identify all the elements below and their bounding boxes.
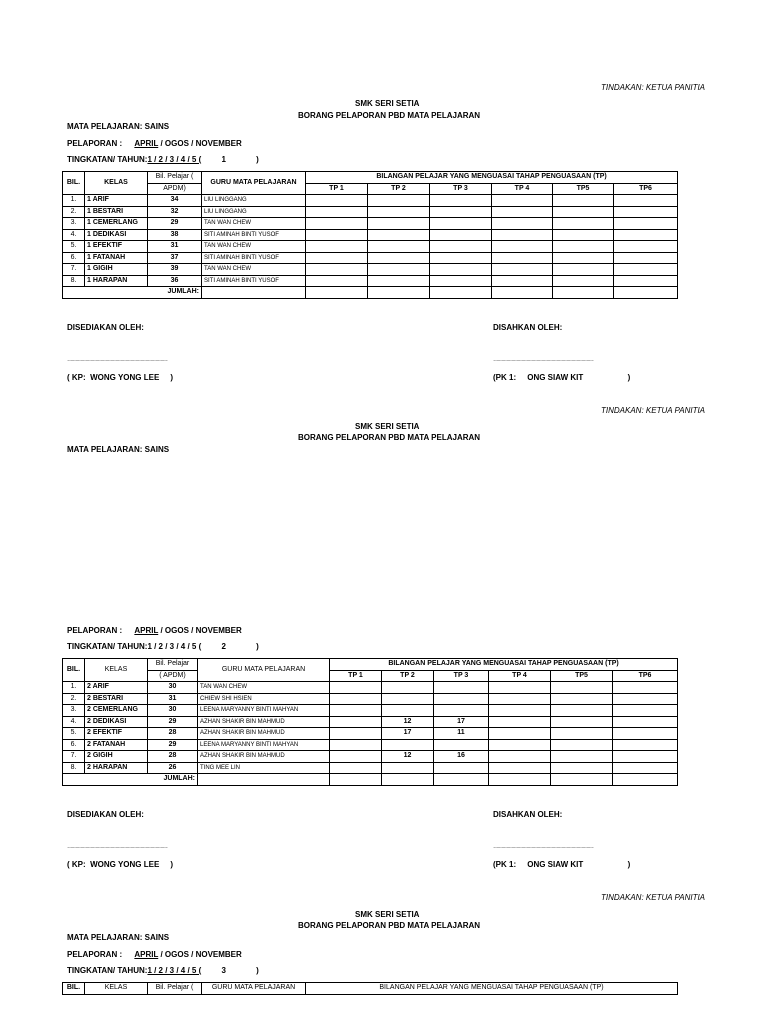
tp1-count xyxy=(330,751,382,763)
teacher-name: SITI AMINAH BINTI YUSOF xyxy=(202,275,306,287)
subject-line: MATA PELAJARAN: SAINS xyxy=(67,122,170,131)
total-cell xyxy=(430,287,492,299)
tp6-count xyxy=(613,682,678,694)
teacher-name: TAN WAN CHEW xyxy=(198,682,330,694)
class-name: 1 FATANAH xyxy=(85,252,148,264)
tp5-count xyxy=(551,682,613,694)
tp5-count xyxy=(553,264,614,276)
tp2-count xyxy=(368,252,430,264)
tp5-count xyxy=(553,275,614,287)
tp5-count xyxy=(551,739,613,751)
tp2-count xyxy=(368,229,430,241)
row-number: 6. xyxy=(63,252,85,264)
tp4-count xyxy=(492,275,553,287)
col-apdm-header: ( APDM) xyxy=(148,670,198,682)
prepared-by-label: DISEDIAKAN OLEH: xyxy=(67,323,144,332)
tp6-count xyxy=(613,751,678,763)
tp1-count xyxy=(330,739,382,751)
tp5-count xyxy=(553,241,614,253)
level-options: 1 / 2 / 3 / 4 / 5 ( xyxy=(147,155,202,164)
teacher-name: AZHAN SHAKIR BIN MAHMUD xyxy=(198,728,330,740)
total-cell xyxy=(553,287,614,299)
subject-line: MATA PELAJARAN: SAINS xyxy=(67,933,170,942)
row-number: 2. xyxy=(63,693,85,705)
tp3-count xyxy=(434,705,489,717)
tp4-header: TP 4 xyxy=(489,670,551,682)
table-row xyxy=(63,218,678,230)
table-row xyxy=(63,716,678,728)
teacher-name: AZHAN SHAKIR BIN MAHMUD xyxy=(198,716,330,728)
tp5-count xyxy=(551,751,613,763)
tp4-count xyxy=(489,751,551,763)
total-cell xyxy=(551,774,613,786)
tp1-count xyxy=(306,241,368,253)
table-row xyxy=(63,705,678,717)
prepared-by-label: DISEDIAKAN OLEH: xyxy=(67,810,144,819)
tp2-count: 12 xyxy=(382,751,434,763)
class-name: 1 CEMERLANG xyxy=(85,218,148,230)
class-name: 1 BESTARI xyxy=(85,206,148,218)
prepared-signature-line: …………………………………………………… xyxy=(67,844,167,850)
tp1-count xyxy=(306,195,368,207)
report-period-line xyxy=(67,951,242,959)
tp1-count xyxy=(306,252,368,264)
tp5-header: TP5 xyxy=(553,183,614,195)
tp2-count xyxy=(382,762,434,774)
tp3-header: TP 3 xyxy=(434,670,489,682)
tp2-count xyxy=(368,195,430,207)
row-number: 8. xyxy=(63,275,85,287)
prepared-by-name: ( KP: WONG YONG LEE ) xyxy=(67,373,174,382)
tp4-header: TP 4 xyxy=(492,183,553,195)
col-bil-header: BIL. xyxy=(63,172,85,195)
tp1-count xyxy=(330,693,382,705)
tp2-header: TP 2 xyxy=(368,183,430,195)
tp5-count xyxy=(551,716,613,728)
tp6-count xyxy=(613,693,678,705)
report-period-line xyxy=(67,140,242,148)
class-name: 2 HARAPAN xyxy=(85,762,148,774)
tp1-count xyxy=(330,682,382,694)
total-cell xyxy=(306,287,368,299)
row-number: 3. xyxy=(63,218,85,230)
tp3-count xyxy=(430,206,492,218)
tp-group-header: BILANGAN PELAJAR YANG MENGUASAI TAHAP PENGUASAAN (TP) xyxy=(306,172,678,184)
tp2-count xyxy=(382,705,434,717)
tp6-count xyxy=(613,728,678,740)
tp4-count xyxy=(489,762,551,774)
col-bil-pelajar-header: Bil. Pelajar ( xyxy=(148,172,202,184)
level-value: 1 xyxy=(221,155,226,164)
approved-signature-line: …………………………………………………… xyxy=(493,844,593,850)
tp1-header: TP 1 xyxy=(306,183,368,195)
student-count: 34 xyxy=(148,195,202,207)
tp2-count xyxy=(382,739,434,751)
form-title: BORANG PELAPORAN PBD MATA PELAJARAN xyxy=(298,433,481,442)
row-number: 5. xyxy=(63,241,85,253)
table-row xyxy=(63,264,678,276)
tp-group-header: BILANGAN PELAJAR YANG MENGUASAI TAHAP PENGUASAAN (TP) xyxy=(306,983,678,995)
col-kelas-header: KELAS xyxy=(85,172,148,195)
tp6-count xyxy=(614,195,678,207)
col-guru-header: GURU MATA PELAJARAN xyxy=(202,172,306,195)
tp4-count xyxy=(489,705,551,717)
tp5-header: TP5 xyxy=(551,670,613,682)
row-number: 4. xyxy=(63,716,85,728)
approved-by-label: DISAHKAN OLEH: xyxy=(493,323,563,332)
tp6-count xyxy=(614,206,678,218)
tp5-count xyxy=(553,195,614,207)
action-note: TINDAKAN: KETUA PANITIA xyxy=(601,83,706,92)
class-name: 1 GIGIH xyxy=(85,264,148,276)
tp3-count xyxy=(430,218,492,230)
tp6-count xyxy=(614,218,678,230)
approved-by-name: (PK 1: ONG SIAW KIT ) xyxy=(493,373,631,382)
teacher-name: TAN WAN CHEW xyxy=(202,264,306,276)
table-row xyxy=(63,206,678,218)
tp1-count xyxy=(330,728,382,740)
tp6-header: TP6 xyxy=(614,183,678,195)
tp4-count xyxy=(489,716,551,728)
tp3-count xyxy=(434,682,489,694)
tp2-count xyxy=(368,264,430,276)
report-selected-month: APRIL xyxy=(134,626,159,635)
row-number: 2. xyxy=(63,206,85,218)
tp3-header: TP 3 xyxy=(430,183,492,195)
level-label: TINGKATAN/ TAHUN: xyxy=(67,642,148,651)
total-cell xyxy=(489,774,551,786)
table-row xyxy=(63,728,678,740)
tp2-count xyxy=(368,275,430,287)
tp1-count xyxy=(306,275,368,287)
tp3-count xyxy=(430,229,492,241)
tp2-count xyxy=(368,241,430,253)
tp5-count xyxy=(553,206,614,218)
subject-line: MATA PELAJARAN: SAINS xyxy=(67,445,170,454)
tp6-count xyxy=(613,762,678,774)
tp4-count xyxy=(492,206,553,218)
level-close: ) xyxy=(256,642,259,651)
row-number: 1. xyxy=(63,195,85,207)
tp2-count xyxy=(368,218,430,230)
tp5-count xyxy=(553,229,614,241)
tp5-count xyxy=(551,762,613,774)
teacher-name: TING MEE LIN xyxy=(198,762,330,774)
level-value: 3 xyxy=(221,966,226,975)
table-row xyxy=(63,275,678,287)
row-number: 4. xyxy=(63,229,85,241)
school-name: SMK SERI SETIA xyxy=(355,99,420,108)
tp3-count xyxy=(434,693,489,705)
total-label: JUMLAH: xyxy=(63,774,198,786)
table-row xyxy=(63,762,678,774)
class-name: 2 ARIF xyxy=(85,682,148,694)
teacher-name: SITI AMINAH BINTI YUSOF xyxy=(202,252,306,264)
tp1-count xyxy=(330,705,382,717)
tp4-count xyxy=(489,728,551,740)
student-count: 28 xyxy=(148,751,198,763)
teacher-name: CHIEW SHI HSIEN xyxy=(198,693,330,705)
total-cell xyxy=(330,774,382,786)
total-cell xyxy=(614,287,678,299)
student-count: 31 xyxy=(148,241,202,253)
tp3-count xyxy=(430,275,492,287)
report-label: PELAPORAN : xyxy=(67,626,123,635)
tp3-count xyxy=(430,195,492,207)
total-row xyxy=(63,774,678,786)
table-body xyxy=(63,195,678,287)
student-count: 36 xyxy=(148,275,202,287)
prepared-signature-line: …………………………………………………… xyxy=(67,357,167,363)
tp4-count xyxy=(489,693,551,705)
class-name: 1 HARAPAN xyxy=(85,275,148,287)
student-count: 39 xyxy=(148,264,202,276)
level-options: 1 / 2 / 3 / 4 / 5 ( xyxy=(147,966,202,975)
class-name: 1 EFEKTIF xyxy=(85,241,148,253)
tp3-count xyxy=(430,264,492,276)
col-kelas-header: KELAS xyxy=(85,659,148,682)
report-other-months: / OGOS / NOVEMBER xyxy=(160,626,242,635)
total-cell xyxy=(434,774,489,786)
level-label: TINGKATAN/ TAHUN: xyxy=(67,155,148,164)
report-table xyxy=(62,982,678,995)
form-title: BORANG PELAPORAN PBD MATA PELAJARAN xyxy=(298,921,481,930)
tp2-header: TP 2 xyxy=(382,670,434,682)
row-number: 3. xyxy=(63,705,85,717)
col-guru-header: GURU MATA PELAJARAN xyxy=(202,983,306,995)
student-count: 28 xyxy=(148,728,198,740)
approved-by-label: DISAHKAN OLEH: xyxy=(493,810,563,819)
total-row xyxy=(63,287,678,299)
report-selected-month: APRIL xyxy=(134,139,159,148)
total-cell xyxy=(382,774,434,786)
tp5-count xyxy=(551,693,613,705)
tp3-count xyxy=(430,252,492,264)
school-name: SMK SERI SETIA xyxy=(355,910,420,919)
row-number: 5. xyxy=(63,728,85,740)
teacher-name: AZHAN SHAKIR BIN MAHMUD xyxy=(198,751,330,763)
form-title: BORANG PELAPORAN PBD MATA PELAJARAN xyxy=(298,111,481,120)
tp4-count xyxy=(489,739,551,751)
col-kelas-header: KELAS xyxy=(85,983,148,995)
tp5-count xyxy=(551,728,613,740)
tp1-count xyxy=(306,264,368,276)
school-name: SMK SERI SETIA xyxy=(355,422,420,431)
teacher-name: TAN WAN CHEW xyxy=(202,218,306,230)
student-count: 31 xyxy=(148,693,198,705)
report-table xyxy=(62,171,678,299)
total-cell xyxy=(613,774,678,786)
level-line xyxy=(67,643,259,651)
tp3-count xyxy=(434,762,489,774)
tp1-header: TP 1 xyxy=(330,670,382,682)
teacher-name: LIU LINGGANG xyxy=(202,195,306,207)
col-apdm-header: APDM) xyxy=(148,183,202,195)
class-name: 2 EFEKTIF xyxy=(85,728,148,740)
table-row xyxy=(63,229,678,241)
col-bil-header: BIL. xyxy=(63,659,85,682)
tp4-count xyxy=(492,252,553,264)
tp6-count xyxy=(614,264,678,276)
level-value: 2 xyxy=(221,642,226,651)
teacher-name: LEENA MARYANNY BINTI MAHYAN xyxy=(198,705,330,717)
student-count: 30 xyxy=(148,705,198,717)
class-name: 2 DEDIKASI xyxy=(85,716,148,728)
action-note: TINDAKAN: KETUA PANITIA xyxy=(601,406,706,415)
tp-group-header: BILANGAN PELAJAR YANG MENGUASAI TAHAP PENGUASAAN (TP) xyxy=(330,659,678,671)
action-note: TINDAKAN: KETUA PANITIA xyxy=(601,893,706,902)
student-count: 29 xyxy=(148,218,202,230)
tp2-count: 12 xyxy=(382,716,434,728)
tp2-count xyxy=(368,206,430,218)
class-name: 1 DEDIKASI xyxy=(85,229,148,241)
tp6-count xyxy=(614,275,678,287)
student-count: 37 xyxy=(148,252,202,264)
table-row xyxy=(63,751,678,763)
col-bil-header: BIL. xyxy=(63,983,85,995)
tp3-count: 11 xyxy=(434,728,489,740)
table-row xyxy=(63,252,678,264)
student-count: 29 xyxy=(148,739,198,751)
tp4-count xyxy=(489,682,551,694)
tp1-count xyxy=(306,206,368,218)
student-count: 29 xyxy=(148,716,198,728)
approved-by-name: (PK 1: ONG SIAW KIT ) xyxy=(493,860,631,869)
report-selected-month: APRIL xyxy=(134,950,159,959)
row-number: 6. xyxy=(63,739,85,751)
tp1-count xyxy=(306,218,368,230)
level-line xyxy=(67,156,259,164)
tp2-count xyxy=(382,693,434,705)
tp5-count xyxy=(553,218,614,230)
row-number: 1. xyxy=(63,682,85,694)
tp5-count xyxy=(551,705,613,717)
row-number: 7. xyxy=(63,264,85,276)
student-count: 32 xyxy=(148,206,202,218)
tp4-count xyxy=(492,264,553,276)
tp1-count xyxy=(306,229,368,241)
class-name: 1 ARIF xyxy=(85,195,148,207)
tp2-count: 17 xyxy=(382,728,434,740)
tp1-count xyxy=(330,716,382,728)
tp3-count: 16 xyxy=(434,751,489,763)
class-name: 2 GIGIH xyxy=(85,751,148,763)
total-cell xyxy=(202,287,306,299)
table-row xyxy=(63,241,678,253)
tp6-count xyxy=(614,229,678,241)
tp6-count xyxy=(614,252,678,264)
total-cell xyxy=(368,287,430,299)
level-line xyxy=(67,967,259,975)
col-guru-header: GURU MATA PELAJARAN xyxy=(198,659,330,682)
teacher-name: TAN WAN CHEW xyxy=(202,241,306,253)
level-close: ) xyxy=(256,966,259,975)
tp3-count: 17 xyxy=(434,716,489,728)
table-body xyxy=(63,682,678,774)
row-number: 8. xyxy=(63,762,85,774)
tp6-count xyxy=(613,739,678,751)
teacher-name: LIU LINGGANG xyxy=(202,206,306,218)
approved-signature-line: …………………………………………………… xyxy=(493,357,593,363)
student-count: 38 xyxy=(148,229,202,241)
tp6-header: TP6 xyxy=(613,670,678,682)
total-cell xyxy=(198,774,330,786)
tp6-count xyxy=(613,705,678,717)
col-bil-pelajar-header: Bil. Pelajar ( xyxy=(148,983,202,995)
tp1-count xyxy=(330,762,382,774)
tp2-count xyxy=(382,682,434,694)
report-label: PELAPORAN : xyxy=(67,139,123,148)
table-row xyxy=(63,693,678,705)
tp3-count xyxy=(434,739,489,751)
tp4-count xyxy=(492,229,553,241)
total-cell xyxy=(492,287,553,299)
prepared-by-name: ( KP: WONG YONG LEE ) xyxy=(67,860,174,869)
tp4-count xyxy=(492,195,553,207)
col-bil-pelajar-header: Bil. Pelajar xyxy=(148,659,198,671)
teacher-name: LEENA MARYANNY BINTI MAHYAN xyxy=(198,739,330,751)
class-name: 2 BESTARI xyxy=(85,693,148,705)
class-name: 2 FATANAH xyxy=(85,739,148,751)
teacher-name: SITI AMINAH BINTI YUSOF xyxy=(202,229,306,241)
student-count: 30 xyxy=(148,682,198,694)
level-options: 1 / 2 / 3 / 4 / 5 ( xyxy=(147,642,202,651)
table-row xyxy=(63,682,678,694)
student-count: 26 xyxy=(148,762,198,774)
table-row xyxy=(63,195,678,207)
report-period-line xyxy=(67,627,242,635)
row-number: 7. xyxy=(63,751,85,763)
tp4-count xyxy=(492,218,553,230)
total-label: JUMLAH: xyxy=(63,287,202,299)
tp4-count xyxy=(492,241,553,253)
level-close: ) xyxy=(256,155,259,164)
tp6-count xyxy=(614,241,678,253)
tp6-count xyxy=(613,716,678,728)
report-other-months: / OGOS / NOVEMBER xyxy=(160,950,242,959)
report-table xyxy=(62,658,678,786)
class-name: 2 CEMERLANG xyxy=(85,705,148,717)
table-row xyxy=(63,739,678,751)
report-label: PELAPORAN : xyxy=(67,950,123,959)
tp3-count xyxy=(430,241,492,253)
report-other-months: / OGOS / NOVEMBER xyxy=(160,139,242,148)
level-label: TINGKATAN/ TAHUN: xyxy=(67,966,148,975)
tp5-count xyxy=(553,252,614,264)
